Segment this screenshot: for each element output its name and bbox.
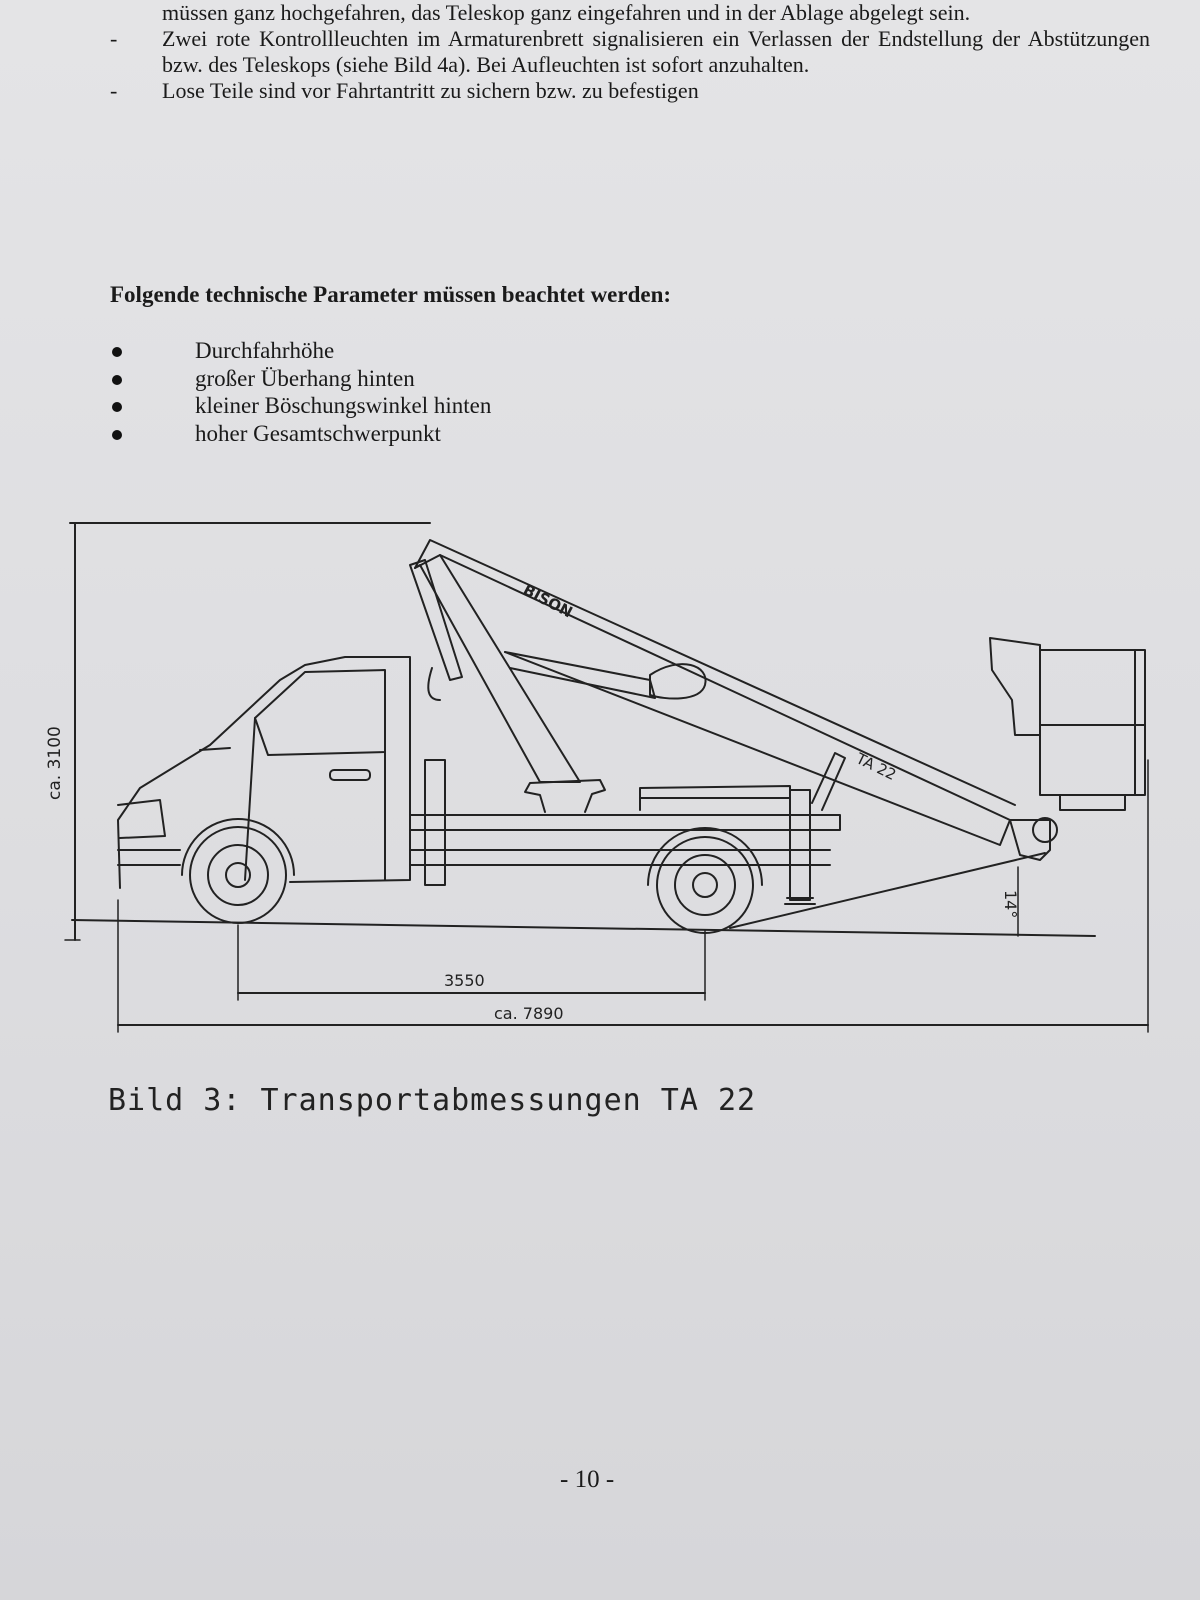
brand-logo: BISON bbox=[520, 580, 576, 622]
work-basket bbox=[990, 638, 1145, 860]
bullet-icon bbox=[112, 430, 122, 440]
rear-wheel bbox=[648, 828, 762, 933]
truck-body bbox=[118, 657, 845, 904]
boom-assembly bbox=[410, 540, 1015, 845]
truck-dimension-drawing bbox=[0, 520, 1200, 1060]
bullet-icon bbox=[112, 347, 122, 357]
list-item-text: großer Überhang hinten bbox=[195, 365, 415, 391]
model-label: TA 22 bbox=[853, 749, 899, 785]
list-item bbox=[110, 26, 1150, 78]
list-item-text: kleiner Böschungswinkel hinten bbox=[195, 393, 492, 418]
list-item bbox=[110, 337, 491, 365]
list-item-text: Lose Teile sind vor Fahrtantritt zu sichern bzw. zu befestigen bbox=[162, 78, 699, 103]
list-item bbox=[110, 78, 1150, 104]
length-label: ca. 7890 bbox=[494, 1004, 564, 1023]
dash-marker: - bbox=[110, 78, 118, 103]
front-wheel bbox=[182, 819, 294, 923]
angle-label: 14° bbox=[1001, 890, 1020, 919]
dash-marker: - bbox=[110, 26, 118, 51]
list-item-text: hoher Gesamtschwerpunkt bbox=[195, 420, 441, 446]
list-item bbox=[110, 420, 491, 448]
list-item: müssen ganz hochgefahren, das Teleskop ganz eingefahren und in der Ablage abgelegt sein. bbox=[162, 0, 971, 25]
list-item bbox=[110, 392, 491, 420]
instructions-list bbox=[110, 0, 1150, 104]
bullet-icon bbox=[112, 375, 122, 385]
list-item bbox=[110, 365, 491, 393]
page-number: - 10 - bbox=[560, 1466, 615, 1493]
parameters-heading: Folgende technische Parameter müssen beachtet werden: bbox=[110, 282, 672, 307]
height-label: ca. 3100 bbox=[45, 726, 65, 800]
list-item-text: Durchfahrhöhe bbox=[195, 338, 335, 363]
wheelbase-label: 3550 bbox=[444, 971, 485, 990]
parameters-list bbox=[110, 337, 491, 447]
ground-line bbox=[72, 920, 1095, 936]
figure-caption: Bild 3: Transportabmessungen TA 22 bbox=[108, 1083, 757, 1118]
bullet-icon bbox=[112, 402, 122, 412]
list-item-text: Zwei rote Kontrollleuchten im Armaturenbrett signalisieren ein Verlassen der Endstellung der Abstützungen bzw. des Teleskops (siehe Bild 4a). Bei Aufleuchten ist sofort anzuhalten. bbox=[162, 26, 1150, 77]
